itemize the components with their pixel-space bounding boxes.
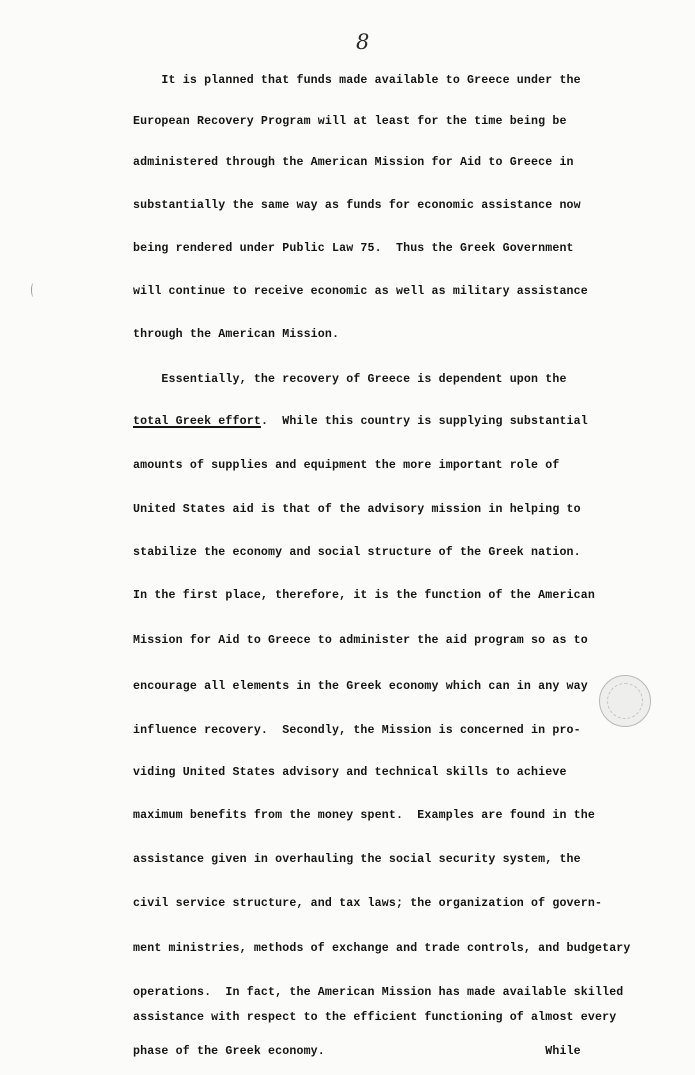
text-line: will continue to receive economic as well as military assistance (133, 285, 588, 298)
text-line: being rendered under Public Law 75. Thus the Greek Government (133, 242, 574, 255)
text-line: European Recovery Program will at least for the time being be (133, 115, 567, 128)
text-line: influence recovery. Secondly, the Mission is concerned in pro- (133, 724, 581, 737)
text-line: stabilize the economy and social structure of the Greek nation. (133, 546, 581, 559)
page-number: 8 (356, 30, 370, 54)
text-line: United States aid is that of the advisory mission in helping to (133, 503, 581, 516)
text-line: It is planned that funds made available to Greece under the (133, 74, 581, 87)
text-line: phase of the Greek economy. While (133, 1045, 581, 1058)
text-line: ment ministries, methods of exchange and trade controls, and budgetary (133, 942, 631, 955)
archive-stamp (599, 675, 651, 727)
text-line: amounts of supplies and equipment the more important role of (133, 459, 560, 472)
text-line: substantially the same way as funds for economic assistance now (133, 199, 581, 212)
text-line: maximum benefits from the money spent. Examples are found in the (133, 809, 595, 822)
text-line: Mission for Aid to Greece to administer the aid program so as to (133, 634, 588, 647)
text-line: assistance with respect to the efficient functioning of almost every (133, 1011, 617, 1024)
underlined-phrase: total Greek effort (133, 415, 261, 428)
text-line: In the first place, therefore, it is the function of the American (133, 589, 595, 602)
text-line: assistance given in overhauling the social security system, the (133, 853, 581, 866)
text-line (133, 415, 588, 429)
text-line: through the American Mission. (133, 328, 340, 341)
stamp-inner-ring (607, 683, 643, 719)
text-line-rest: . While this country is supplying substantial (260, 415, 588, 428)
text-line: viding United States advisory and technical skills to achieve (133, 766, 567, 779)
text-line: encourage all elements in the Greek economy which can in any way (133, 680, 588, 693)
margin-mark (31, 283, 36, 297)
text-line: administered through the American Mission for Aid to Greece in (133, 156, 574, 169)
text-line: Essentially, the recovery of Greece is dependent upon the (133, 373, 567, 386)
text-line: civil service structure, and tax laws; the organization of govern- (133, 897, 603, 910)
text-line: operations. In fact, the American Mission has made available skilled (133, 986, 624, 999)
